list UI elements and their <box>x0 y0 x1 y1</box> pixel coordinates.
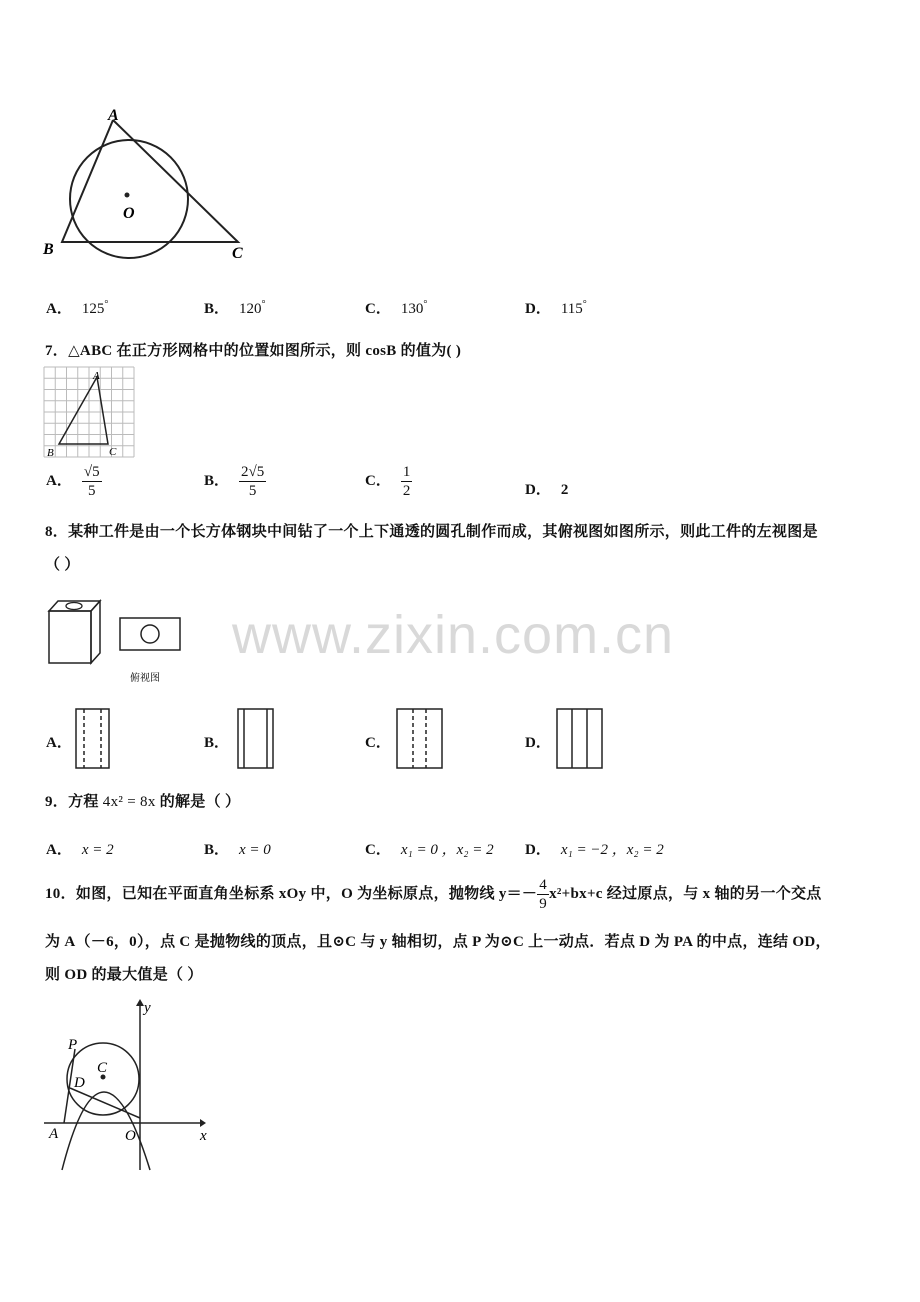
q9-option-a[interactable]: A． x = 2 <box>46 842 114 858</box>
q9-option-c[interactable]: C． x₁ = 0 ，x₂ = 2 <box>365 842 494 858</box>
triangle-abc <box>62 120 238 242</box>
q8-option-c[interactable]: C． <box>365 735 391 751</box>
label-c: C <box>232 245 243 262</box>
q7-stem: 7．△ABC 在正方形网格中的位置如图所示，则 cosB 的值为( ) <box>45 343 462 359</box>
label-o: O <box>125 1128 136 1144</box>
q7-option-a[interactable]: A． $\frac{√5}{5}$ <box>46 464 100 499</box>
q8-option-a-figure[interactable] <box>75 708 111 770</box>
label-c: C <box>97 1060 108 1076</box>
q8-option-b-figure[interactable] <box>237 708 275 770</box>
center-dot <box>125 193 130 198</box>
q7-grid-figure <box>43 366 137 460</box>
q9-option-d[interactable]: D． x₁ = −2 ，x₂ = 2 <box>525 842 664 858</box>
q8-option-c-figure[interactable] <box>396 708 444 770</box>
q8-option-d[interactable]: D． <box>525 735 551 751</box>
q6-option-b[interactable]: B． 120° <box>204 299 266 317</box>
q10-stem-line3: 则 OD 的最大值是（ ） <box>45 967 203 983</box>
label-a: A <box>49 1126 59 1142</box>
label-a: A <box>108 107 119 124</box>
q10-stem-line1: 10．如图，已知在平面直角坐标系 xOy 中，O 为坐标原点，抛物线 y＝－ $\frac{4}{9}$ x²+bx+c 经过原点，与 x 轴的另一个交点 <box>45 877 822 912</box>
q7-option-c[interactable]: C． $\frac{1}{2}$ <box>365 464 411 499</box>
q8-stem-line2: （ ） <box>45 557 80 573</box>
watermark: www.zixin.com.cn <box>232 605 675 665</box>
label-b: B <box>47 447 54 459</box>
q6-option-c[interactable]: C． 130° <box>365 299 428 317</box>
q8-option-b[interactable]: B． <box>204 735 230 751</box>
q8-option-d-figure[interactable] <box>556 708 604 770</box>
label-p: P <box>68 1037 78 1053</box>
q8-figure <box>46 598 186 688</box>
circle-o <box>70 140 188 258</box>
q6-option-a[interactable]: A． 125° <box>46 299 109 317</box>
q10-stem-line2: 为 A（－6，0），点 C 是抛物线的顶点，且⊙C 与 y 轴相切，点 P 为⊙C 上一动点．若点 D 为 PA 的中点，连结 OD， <box>45 934 831 950</box>
q10-figure <box>40 994 215 1174</box>
q9-option-b[interactable]: B． x = 0 <box>204 842 271 858</box>
label-c: C <box>109 446 117 458</box>
q7-option-d[interactable]: D． 2 <box>525 482 569 498</box>
q7-option-b[interactable]: B． $\frac{2√5}{5}$ <box>204 464 265 499</box>
label-a: A <box>93 370 100 382</box>
top-view-caption: 俯视图 <box>130 673 160 684</box>
label-y: y <box>144 1000 151 1016</box>
label-b: B <box>43 241 54 258</box>
q6-figure <box>40 100 270 270</box>
label-d: D <box>74 1075 85 1091</box>
q8-stem-line1: 8．某种工件是由一个长方体钢块中间钻了一个上下通透的圆孔制作而成，其俯视图如图所示，则此工件的左视图是 <box>45 524 818 540</box>
q6-option-d[interactable]: D． 115° <box>525 299 587 317</box>
q9-equation: 4x² = 8x <box>102 794 156 810</box>
label-o: O <box>123 205 135 222</box>
q8-option-a[interactable]: A． <box>46 735 72 751</box>
label-x: x <box>200 1128 207 1144</box>
q9-stem: 9．方程 4x² = 8x 的解是（ ） <box>45 794 241 810</box>
